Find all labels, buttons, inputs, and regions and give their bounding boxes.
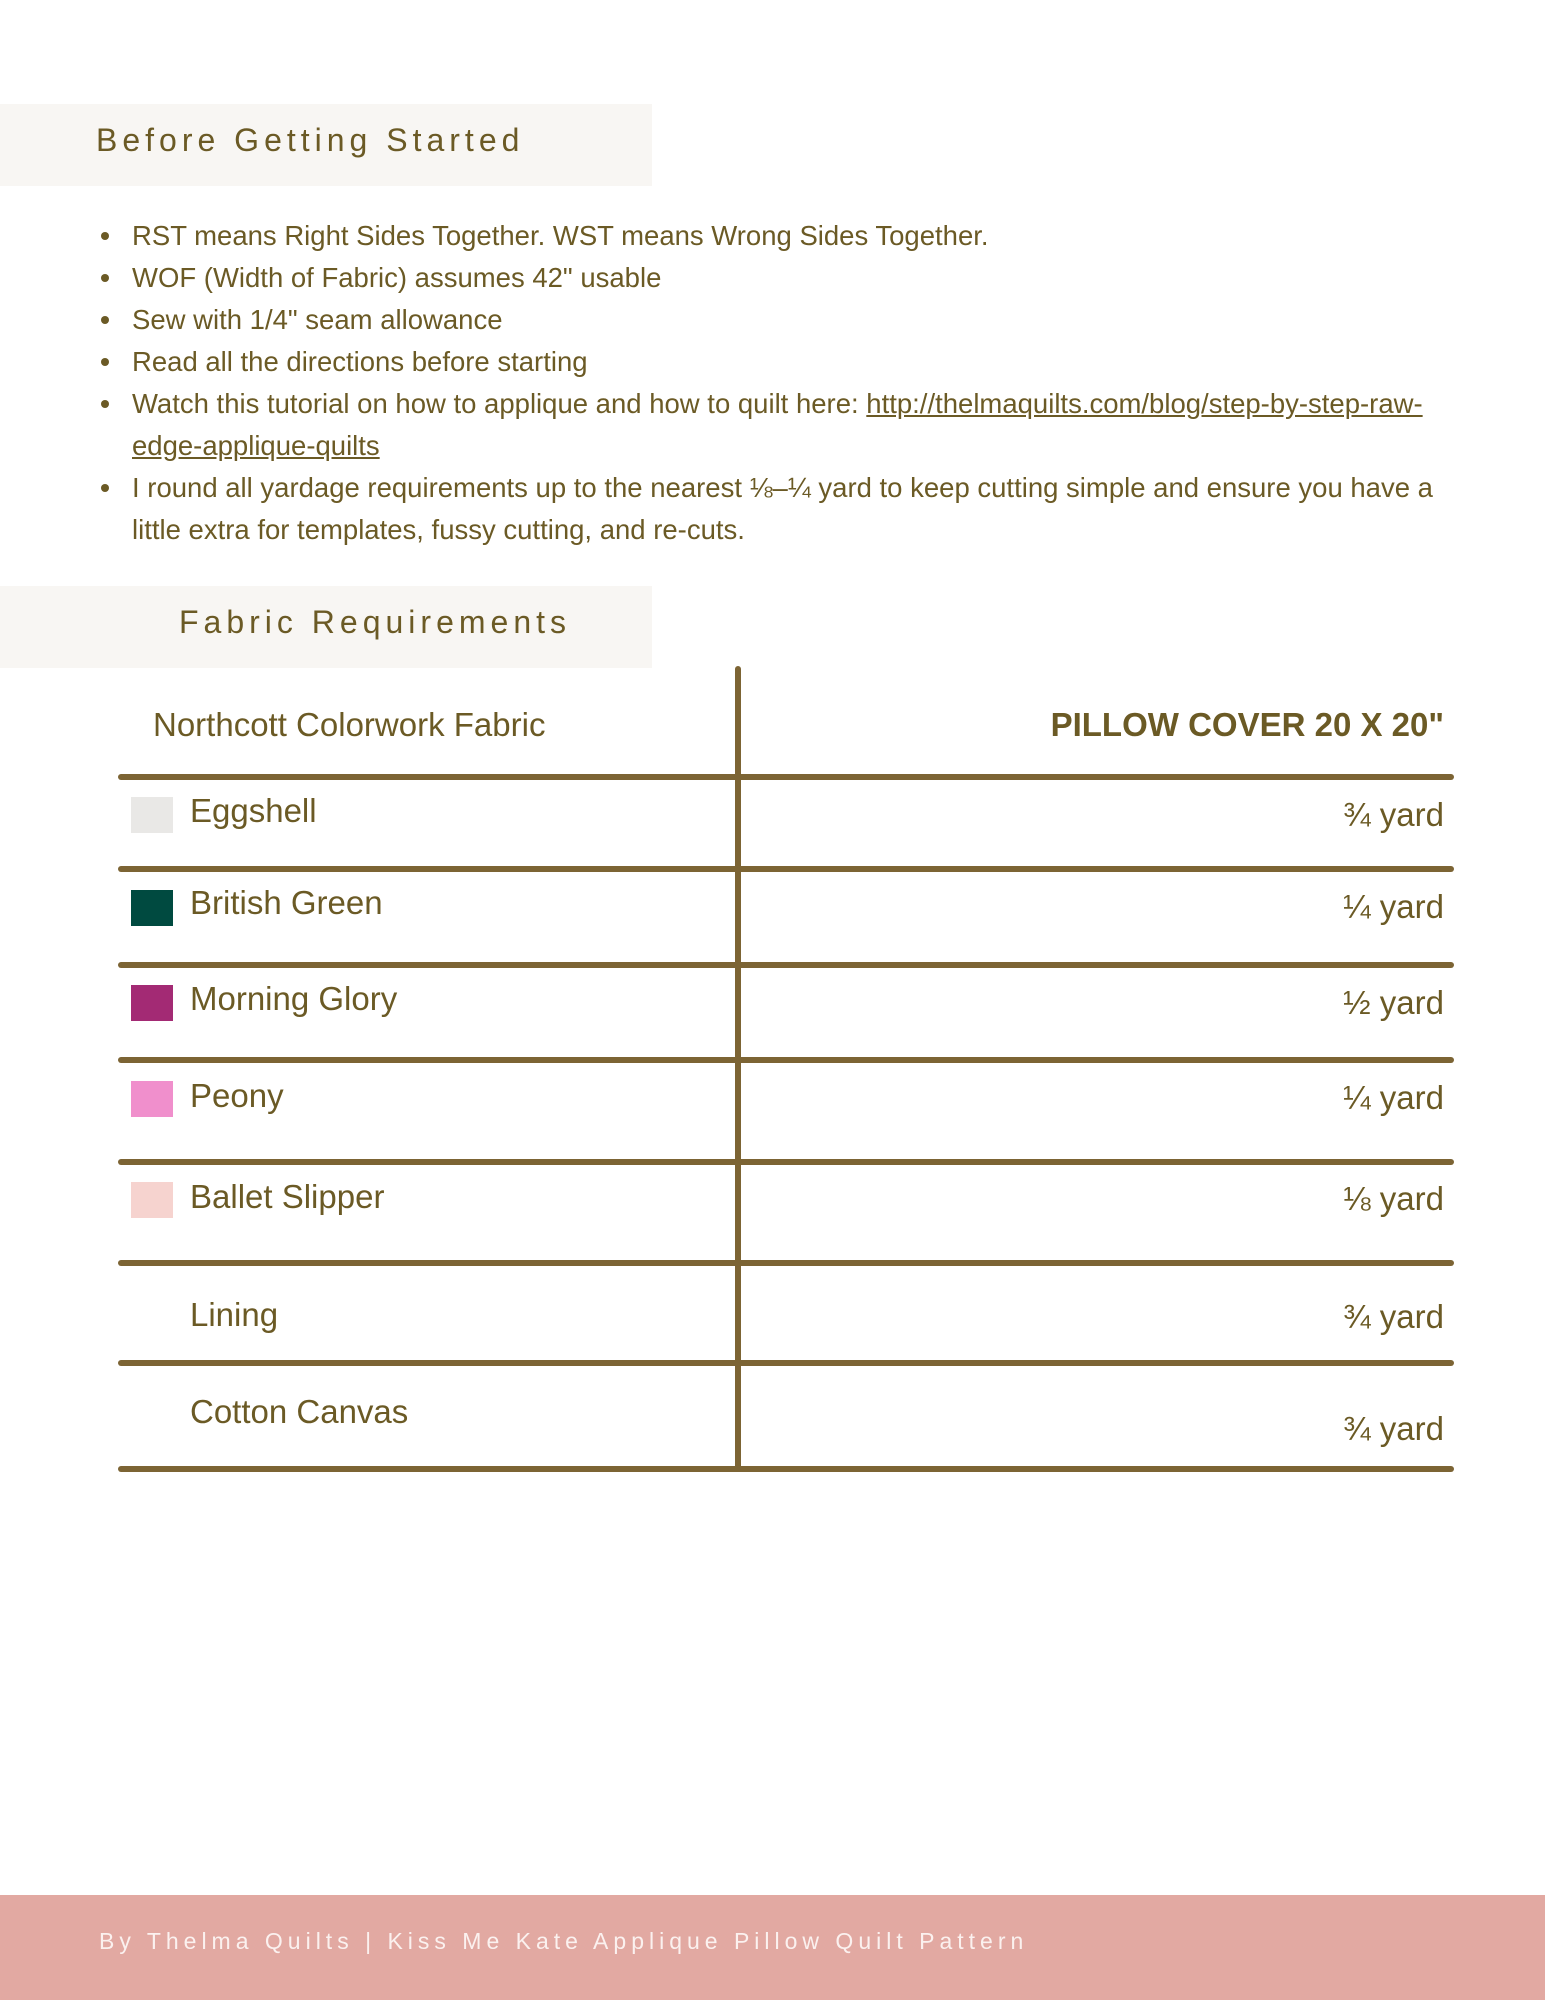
row-divider (118, 866, 1454, 872)
swatch-peony (131, 1081, 173, 1117)
row-divider (118, 774, 1454, 780)
fabric-name-eggshell: Eggshell (190, 792, 317, 829)
row-divider (118, 1260, 1454, 1266)
page-footer (0, 1895, 1545, 2000)
fabric-name-lining: Lining (190, 1296, 279, 1333)
list-item: I round all yardage requirements up to the nearest ⅛–¼ yard to keep cutting simple and ensure you have a little extra for templates, fussy cutting, and re-cuts. (96, 467, 1466, 551)
row-divider (118, 1057, 1454, 1063)
list-item: Sew with 1/4" seam allowance (96, 299, 1466, 341)
swatch-eggshell (131, 797, 173, 833)
fabric-name-cotton-canvas: Cotton Canvas (190, 1393, 409, 1430)
table-header-size: PILLOW COVER 20 X 20" (1050, 706, 1444, 743)
table-header-fabric: Northcott Colorwork Fabric (153, 706, 546, 743)
fabric-qty-morning-glory: ½ yard (1343, 984, 1444, 1021)
tutorial-prefix: Watch this tutorial on how to applique and how to quilt here: (132, 388, 867, 419)
fabric-qty-ballet-slipper: ⅛ yard (1343, 1180, 1444, 1217)
fabric-name-british-green: British Green (190, 884, 383, 921)
column-divider (735, 666, 741, 1472)
fabric-qty-lining: ¾ yard (1343, 1298, 1444, 1335)
list-item (96, 383, 1466, 467)
row-divider (118, 1360, 1454, 1366)
fabric-table (118, 666, 1454, 1474)
fabric-name-ballet-slipper: Ballet Slipper (190, 1178, 385, 1215)
fabric-qty-eggshell: ¾ yard (1343, 796, 1444, 833)
tutorial-link[interactable]: http://thelmaquilts.com/blog/step-by-step-raw-edge-applique-quilts (132, 388, 1423, 461)
fabric-section-title: Fabric Requirements (179, 604, 571, 640)
row-divider (118, 1466, 1454, 1472)
swatch-morning-glory (131, 985, 173, 1021)
row-divider (118, 1159, 1454, 1165)
row-divider (118, 962, 1454, 968)
notes-list (96, 215, 1466, 551)
fabric-qty-peony: ¼ yard (1343, 1079, 1444, 1116)
swatch-ballet-slipper (131, 1182, 173, 1218)
before-section-title: Before Getting Started (96, 122, 525, 158)
fabric-qty-cotton-canvas: ¾ yard (1343, 1410, 1444, 1447)
footer-text: By Thelma Quilts | Kiss Me Kate Applique Pillow Quilt Pattern (99, 1928, 1029, 1954)
fabric-name-peony: Peony (190, 1077, 284, 1114)
list-item: Read all the directions before starting (96, 341, 1466, 383)
fabric-name-morning-glory: Morning Glory (190, 980, 398, 1017)
swatch-british-green (131, 890, 173, 926)
fabric-qty-british-green: ¼ yard (1343, 888, 1444, 925)
list-item: WOF (Width of Fabric) assumes 42" usable (96, 257, 1466, 299)
list-item: RST means Right Sides Together. WST means Wrong Sides Together. (96, 215, 1466, 257)
